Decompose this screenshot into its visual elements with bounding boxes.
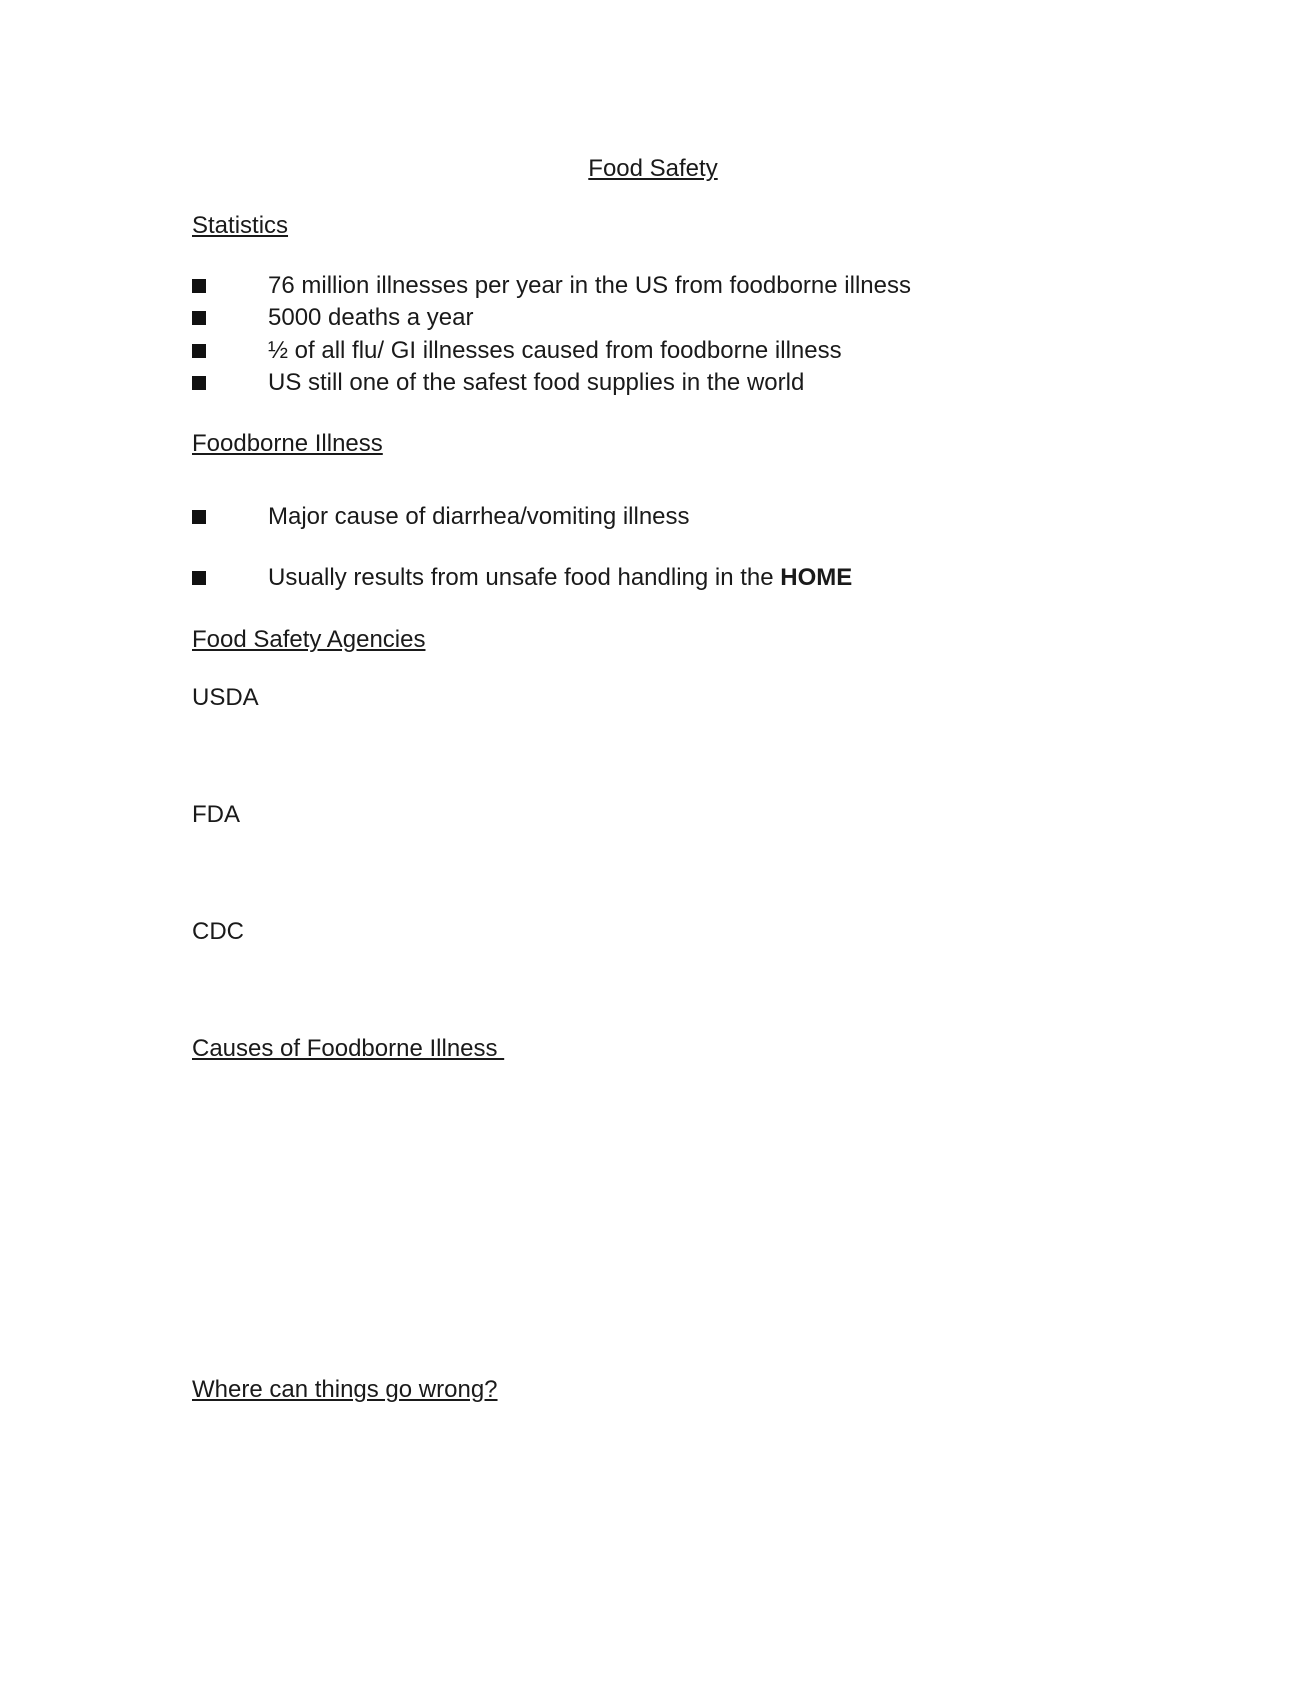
list-item-text: 5000 deaths a year <box>268 304 474 331</box>
list-item <box>192 563 852 593</box>
agency-usda: USDA <box>192 684 259 711</box>
square-bullet-icon <box>192 279 206 293</box>
list-item <box>192 368 804 398</box>
square-bullet-icon <box>192 344 206 358</box>
square-bullet-icon <box>192 510 206 524</box>
list-item <box>192 502 690 532</box>
causes-heading: Causes of Foodborne Illness <box>192 1035 505 1062</box>
list-item <box>192 271 911 301</box>
food-safety-agencies-heading: Food Safety Agencies <box>192 626 426 653</box>
agency-cdc: CDC <box>192 918 244 945</box>
home-emphasis: HOME <box>780 564 853 591</box>
list-item-text <box>268 563 852 593</box>
square-bullet-icon <box>192 311 206 325</box>
square-bullet-icon <box>192 376 206 390</box>
square-bullet-icon <box>192 571 206 585</box>
list-item-text: 76 million illnesses per year in the US from foodborne illness <box>268 272 911 299</box>
foodborne-illness-heading: Foodborne Illness <box>192 430 383 457</box>
list-item <box>192 303 474 333</box>
list-item <box>192 336 842 366</box>
where-wrong-heading: Where can things go wrong? <box>192 1376 498 1403</box>
list-item-text: Major cause of diarrhea/vomiting illness <box>268 503 690 530</box>
list-item-text: US still one of the safest food supplies in the world <box>268 369 805 396</box>
document-title: Food Safety <box>588 155 718 182</box>
statistics-heading: Statistics <box>192 212 289 239</box>
list-item-text: ½ of all flu/ GI illnesses caused from foodborne illness <box>268 337 842 364</box>
agency-fda: FDA <box>192 801 240 828</box>
list-item-text-prefix: Usually results from unsafe food handling in the <box>268 564 781 591</box>
